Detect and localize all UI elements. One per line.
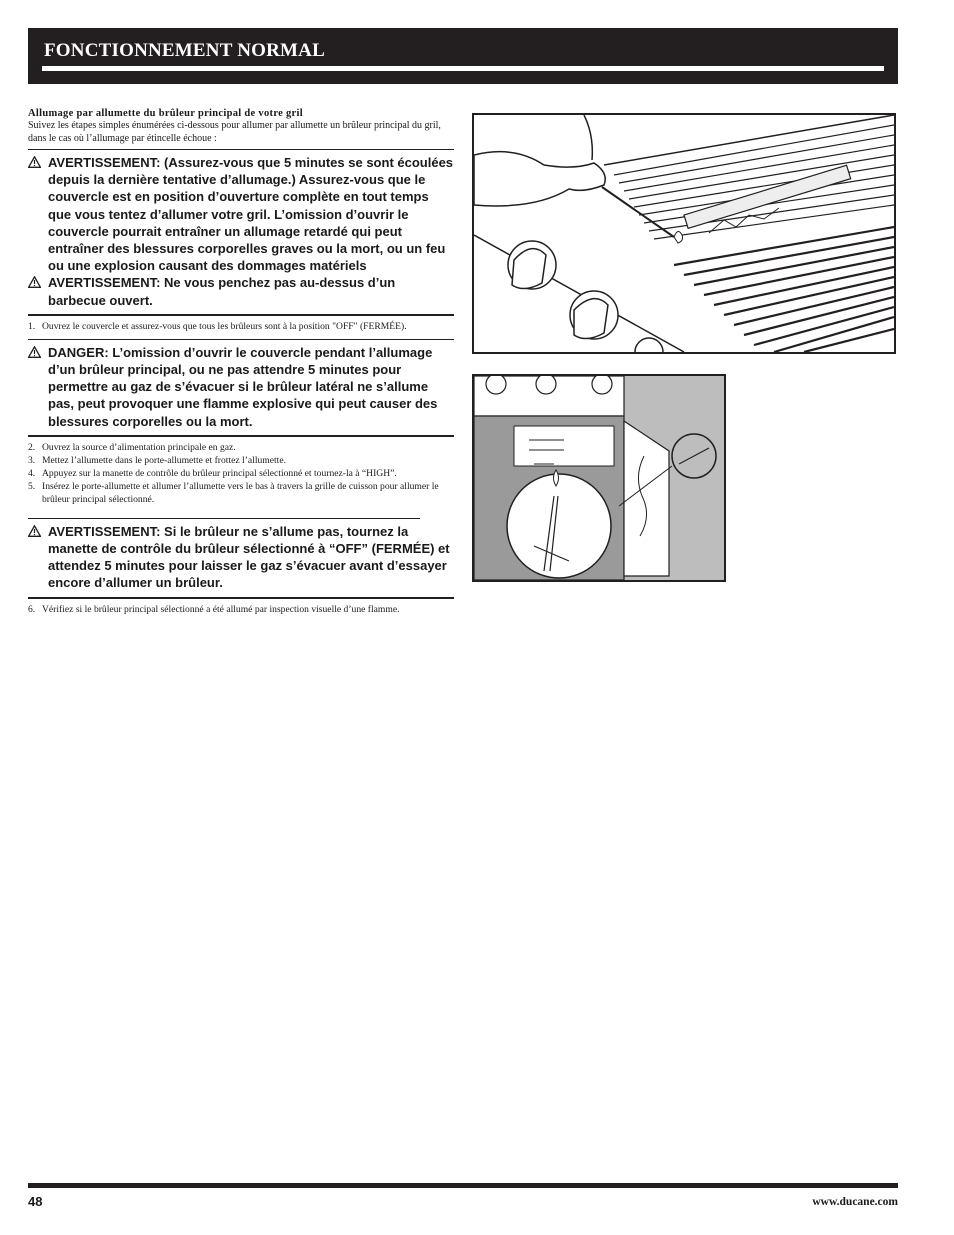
page-number: 48: [28, 1194, 43, 1209]
divider: [28, 435, 454, 437]
list-item: 6. Vérifiez si le brûleur principal sélectionné a été allumé par inspection visuelle d’une flamme.: [28, 603, 400, 615]
footer-rule: [28, 1183, 898, 1188]
warning-text-3: AVERTISSEMENT: Si le brûleur ne s’allume pas, tournez la manette de contrôle du brûleur sélectionné à “OFF” (FERMÉE) et attendez 5 minutes pour laisser le gaz s’évacuer avant d’essayer encore d’allumer un brûleur.: [28, 523, 454, 592]
steps-list-c: [28, 603, 454, 616]
page-title: FONCTIONNEMENT NORMAL: [44, 40, 325, 61]
warning-triangle-icon: [28, 525, 41, 537]
list-item: 3. Mettez l’allumette dans le porte-allumette et frottez l’allumette.: [28, 454, 287, 466]
header-rule: [42, 66, 884, 71]
danger-block: [28, 340, 454, 433]
list-item: 2. Ouvrez la source d’alimentation principale en gaz.: [28, 441, 236, 453]
match-holder-image: [474, 376, 724, 580]
section-title: Allumage par allumette du brûleur principal de votre gril: [28, 108, 303, 119]
warning-text-2: AVERTISSEMENT: Ne vous penchez pas au-dessus d’un barbecue ouvert.: [28, 274, 454, 308]
match-holder-detail-illustration: [472, 374, 726, 582]
steps-list-a: [28, 320, 454, 333]
list-item: 1. Ouvrez le couvercle et assurez-vous que tous les brûleurs sont à la position "OFF" (FERMÉE).: [28, 320, 407, 332]
website-link[interactable]: www.ducane.com: [812, 1196, 898, 1208]
steps-list-b: [28, 441, 454, 506]
warning-triangle-icon: [28, 346, 41, 358]
list-item: 4. Appuyez sur la manette de contrôle du brûleur principal sélectionné et tournez-la à “HIGH”.: [28, 467, 397, 479]
danger-text: DANGER: L’omission d’ouvrir le couvercle pendant l’allumage d’un brûleur principal, ou ne pas attendre 5 minutes pour permettre au gaz de s’évacuer si le brûleur latéral ne s’allume pas, peut provoquer une flamme explosive qui peut causer des blessures corporelles ou la mort.: [28, 344, 454, 430]
warning-triangle-icon: [28, 276, 41, 288]
list-item: 5. Insérez le porte-allumette et allumer l’allumette vers le bas à travers la grille de cuisson pour allumer le brûleur principal sélectionné.: [28, 480, 439, 505]
warning-block-1: [28, 150, 454, 312]
instructions-column: [28, 108, 454, 616]
divider: [28, 597, 454, 599]
grill-lighting-illustration: [472, 113, 896, 354]
warning-text-1: AVERTISSEMENT: (Assurez-vous que 5 minutes se sont écoulées depuis la dernière tentative d’allumage.) Assurez-vous que le couvercle est en position d’ouverture complète en tout temps que vous tentez d’allumer votre gril. L’omission d’ouvrir le couvercle pourrait entraîner un allumage retardé qui peut entraîner des blessures corporelles graves ou la mort, ou un feu ou une explosion causant des dommages matériels: [28, 154, 454, 274]
warning-triangle-icon: [28, 156, 41, 168]
section-header: [28, 28, 898, 84]
warning-block-3: [28, 519, 454, 595]
section-intro: Suivez les étapes simples énumérées ci-dessous pour allumer par allumette un brûleur principal du gril, dans le cas où l’allumage par étincelle échoue :: [28, 120, 441, 144]
grill-grate-image: [474, 115, 894, 352]
divider: [28, 314, 454, 316]
